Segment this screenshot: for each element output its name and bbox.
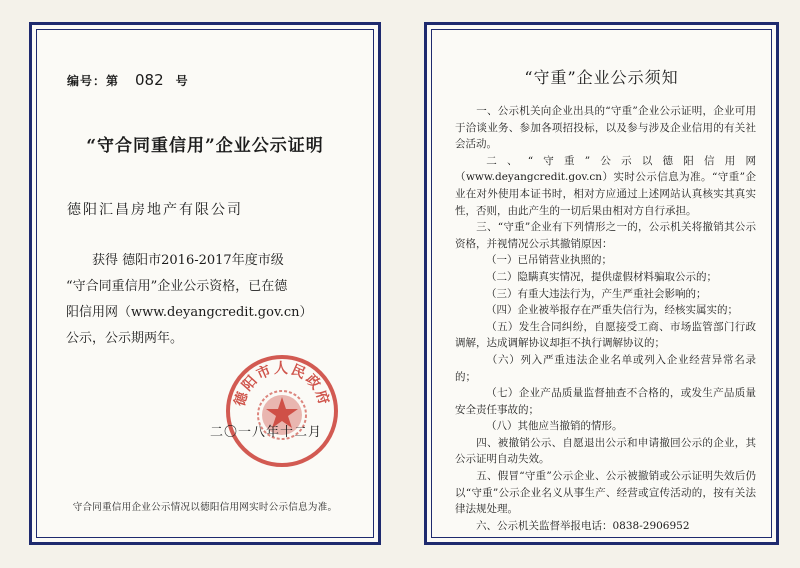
notice-item: （五）发生合同纠纷，自愿接受工商、市场监管部门行政调解，达成调解协议却拒不执行调解协议的； (455, 320, 756, 350)
notice-panel (424, 22, 779, 545)
notice-item: （六）列入严重违法企业名单或列入企业经营异常名录的； (455, 353, 756, 383)
issue-date: 二〇一八年十二月 (210, 425, 323, 440)
notice-item: （四）企业被举报存在严重失信行为，经核实属实的； (486, 304, 738, 317)
body-line-3: 阳信用网（www.deyangcredit.gov.cn） (66, 305, 313, 320)
seal-text: 德阳市人民政府 (231, 360, 333, 409)
body-line-4: 公示，公示期两年。 (66, 331, 184, 346)
notice-item: （一）已吊销营业执照的； (486, 254, 612, 267)
notice-item: 四、被撤销公示、自愿退出公示和申请撤回公示的企业，其公示证明自动失效。 (455, 436, 756, 466)
notice-title: “守重”企业公示须知 (524, 68, 679, 87)
notice-item: （八）其他应当撤销的情形。 (486, 420, 623, 433)
notice-item: 五、假冒“守重”公示企业、公示被撤销或公示证明失效后仍以“守重”公示企业名义从事生产、经营或宣传活动的，按有关法律法规处理。 (455, 470, 756, 516)
number-suffix: 号 (175, 74, 189, 88)
certificate-title: “守合同重信用”企业公示证明 (86, 136, 324, 156)
body-line-1: 获得 德阳市2016-2017年度市级 (92, 253, 284, 268)
company-name: 德阳汇昌房地产有限公司 (67, 202, 243, 218)
number-value: 082 (135, 71, 164, 89)
certificate-footer: 守合同重信用企业公示情况以德阳信用网实时公示信息为准。 (72, 502, 338, 513)
notice-item: （二）隐瞒真实情况，提供虚假材料骗取公示的； (486, 270, 717, 283)
notice-item: 二、“守重”公示以德阳信用网（www.deyangcredit.gov.cn）实时公示信息为准。“守重”企业在对外使用本证书时，相对方应通过上述网站认真核实其真实性，否则，由此产生的一切后果由相对方自行承担。 (455, 154, 756, 217)
government-seal-icon (224, 353, 340, 469)
certificate-panel (29, 22, 381, 545)
notice-item: （七）企业产品质量监督抽查不合格的，或发生产品质量安全责任事故的； (455, 387, 756, 416)
certificate-body (66, 248, 360, 352)
body-line-2: “守合同重信用”企业公示资格，已在德 (66, 279, 288, 294)
notice-item: 一、公示机关向企业出具的“守重”企业公示证明，企业可用于洽谈业务、参加各项招投标，以及参与涉及企业信用的有关社会活动。 (455, 105, 756, 151)
notice-item: 六、公示机关监督举报电话：0838-2906952 (476, 519, 690, 532)
certificate-number (67, 71, 189, 89)
notice-item: （三）有重大违法行为，产生严重社会影响的； (486, 287, 707, 300)
notice-item: 三、“守重”企业有下列情形之一的，公示机关将撤销其公示资格，并视情况公示其撤销原因： (455, 221, 756, 250)
notice-body (455, 103, 756, 534)
number-label: 编号：第 (67, 74, 120, 88)
